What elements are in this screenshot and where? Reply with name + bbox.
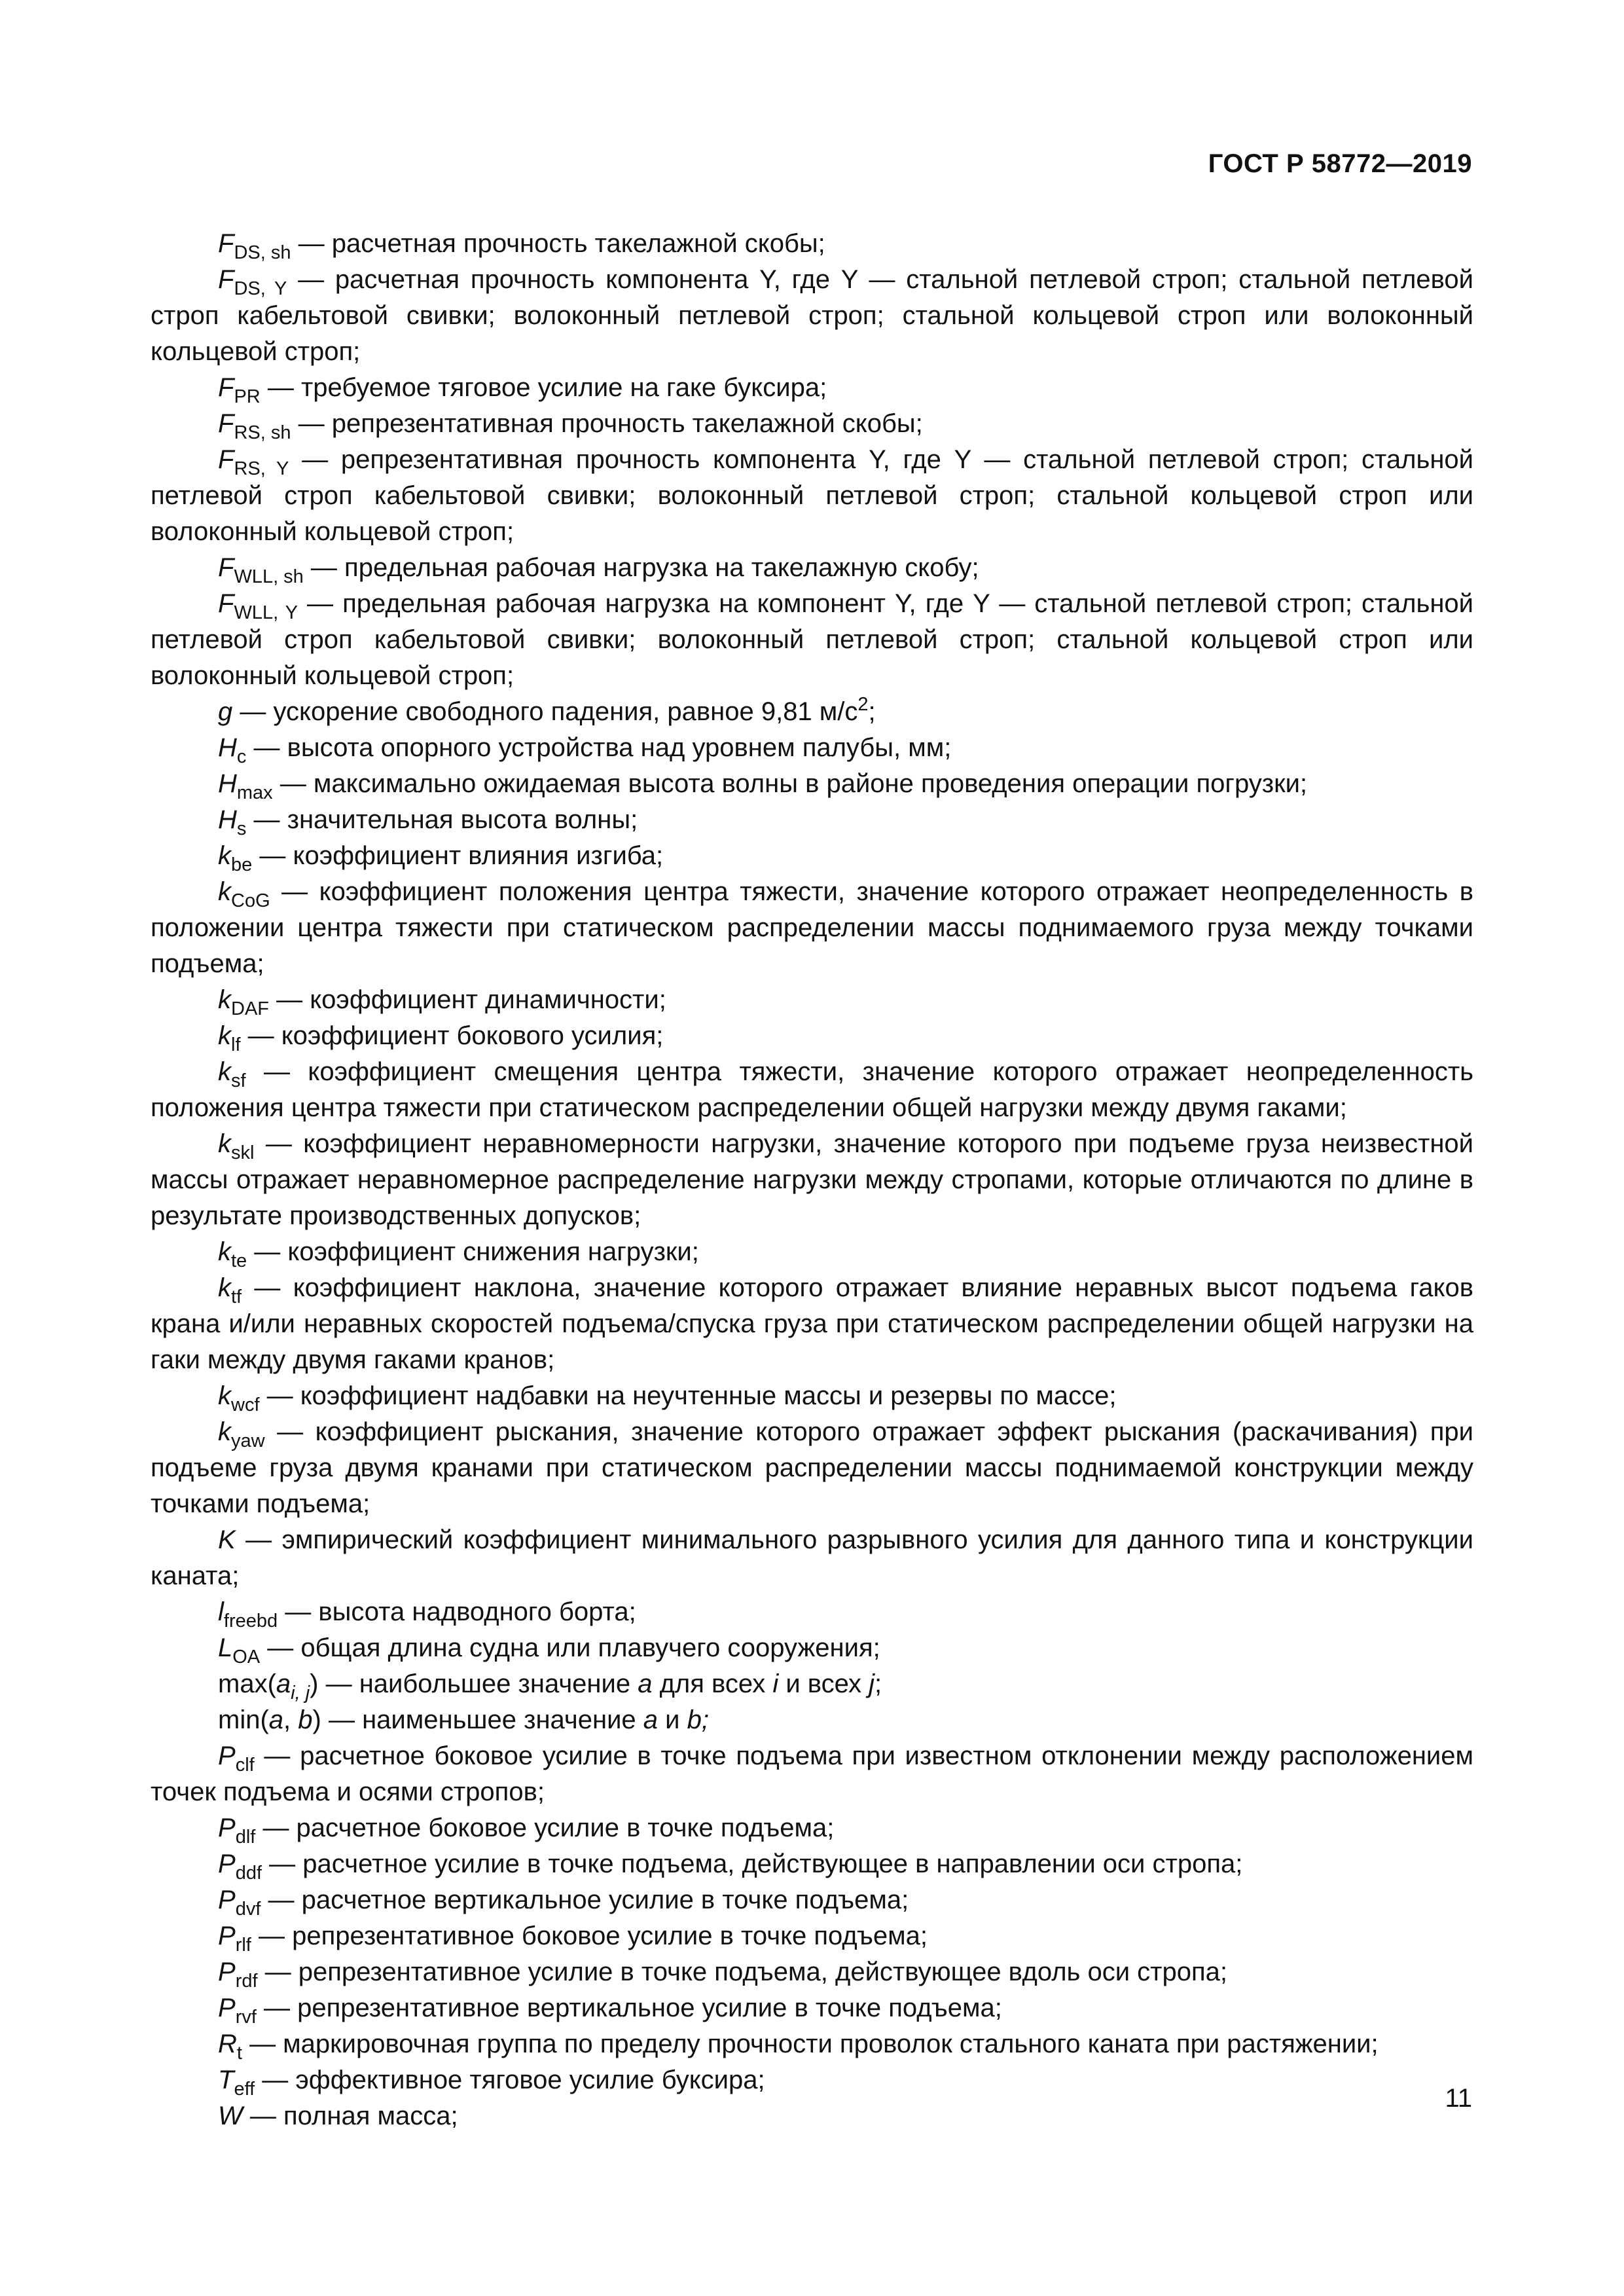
definition-item xyxy=(151,1738,1473,1810)
definition-item xyxy=(151,2098,1473,2134)
symbol-subscript: rdf xyxy=(235,1971,258,1992)
definition-item xyxy=(151,1522,1473,1594)
definition-item xyxy=(151,694,1473,730)
definition-text: — общая длина судна или плавучего сооружения; xyxy=(260,1633,880,1662)
symbol: F xyxy=(218,445,234,474)
document-header: ГОСТ Р 58772—2019 xyxy=(1208,149,1472,178)
definition-item xyxy=(151,1054,1473,1126)
definition-text: — высота надводного борта; xyxy=(278,1597,636,1626)
definition-text: — эффективное тяговое усилие буксира; xyxy=(255,2066,765,2094)
symbol: g xyxy=(218,697,233,726)
definition-text: — значительная высота волны; xyxy=(246,805,638,834)
symbol: k xyxy=(218,877,231,906)
definition-item xyxy=(151,226,1473,262)
max-prefix: max( xyxy=(218,1669,276,1698)
symbol: k xyxy=(218,1273,231,1302)
definition-item xyxy=(151,586,1473,694)
symbol: P xyxy=(218,1958,236,1986)
definition-text: — расчетное боковое усилие в точке подъема при известном отклонении между расположением точек подъема и осями стропов; xyxy=(151,1741,1473,1806)
symbol: P xyxy=(218,1886,236,1914)
symbol-subscript: ddf xyxy=(235,1863,262,1884)
symbol-subscript: DS, sh xyxy=(234,242,291,263)
symbol-subscript: WLL, Y xyxy=(234,602,298,623)
definition-text: — предельная рабочая нагрузка на компонент Y, где Y — стальной петлевой строп; стальной петлевой строп кабельтовой свивки; волоконный петлевой строп; стальной кольцевой строп или волоконный кольцевой строп; xyxy=(151,589,1474,690)
symbol-subscript: RS, sh xyxy=(234,422,291,443)
definition-item xyxy=(151,874,1473,982)
min-a: a xyxy=(268,1705,284,1734)
symbol-subscript: c xyxy=(236,746,247,767)
definition-text: — коэффициент положения центра тяжести, значение которого отражает неопределенность в положении центра тяжести при статическом распределении массы поднимаемого груза между точками подъема; xyxy=(151,877,1473,978)
symbol-subscript: CoG xyxy=(231,890,270,911)
symbol: P xyxy=(218,1922,236,1950)
symbol: W xyxy=(218,2102,243,2130)
definition-text: — коэффициент смещения центра тяжести, значение которого отражает неопределенность положения центра тяжести при статическом распределении общей нагрузки между двумя гаками; xyxy=(151,1057,1473,1122)
symbol-subscript: t xyxy=(236,2043,242,2064)
symbol: T xyxy=(218,2066,234,2094)
definition-item xyxy=(151,370,1473,406)
symbol-subscript: s xyxy=(236,818,247,839)
definition-item-min xyxy=(151,1702,1473,1738)
min-prefix: min( xyxy=(218,1705,269,1734)
symbol: P xyxy=(218,1741,236,1770)
symbol-subscript: OA xyxy=(232,1647,261,1667)
symbol: R xyxy=(218,2030,237,2058)
symbol: k xyxy=(218,1417,231,1446)
symbol-subscript: wcf xyxy=(231,1394,260,1415)
definitions-list xyxy=(151,226,1473,2134)
definition-item xyxy=(151,982,1473,1018)
symbol-subscript: eff xyxy=(234,2079,255,2100)
definition-text: — коэффициент динамичности; xyxy=(269,985,666,1014)
max-and-all: и всех xyxy=(778,1669,869,1698)
definition-item xyxy=(151,2062,1473,2098)
definition-text: — коэффициент снижения нагрузки; xyxy=(247,1237,699,1266)
symbol: H xyxy=(218,733,237,762)
definition-text: — репрезентативное усилие в точке подъема, действующее вдоль оси стропа; xyxy=(257,1958,1228,1986)
definition-item xyxy=(151,1630,1473,1666)
max-arg: a xyxy=(276,1669,291,1698)
symbol-subscript: rlf xyxy=(235,1935,251,1956)
max-end: ; xyxy=(874,1669,882,1698)
symbol: k xyxy=(218,841,231,870)
definition-text: — репрезентативная прочность такелажной скобы; xyxy=(291,409,923,438)
definition-text: — коэффициент влияния изгиба; xyxy=(252,841,664,870)
definition-text: — репрезентативное боковое усилие в точке подъема; xyxy=(251,1922,928,1950)
min-a2: a xyxy=(643,1705,659,1734)
definition-item xyxy=(151,1810,1473,1846)
definition-text: — эмпирический коэффициент минимального разрывного усилия для данного типа и конструкции каната; xyxy=(151,1525,1473,1590)
definition-text: — коэффициент надбавки на неучтенные массы и резервы по массе; xyxy=(259,1381,1117,1410)
symbol: K xyxy=(218,1525,236,1554)
definition-text-end: ; xyxy=(868,697,876,726)
min-b: b xyxy=(298,1705,313,1734)
symbol: F xyxy=(218,265,234,294)
symbol: k xyxy=(218,1021,231,1050)
symbol: H xyxy=(218,805,237,834)
symbol: L xyxy=(218,1633,233,1662)
symbol: F xyxy=(218,229,234,258)
definition-item xyxy=(151,1378,1473,1414)
symbol: k xyxy=(218,985,231,1014)
definition-item xyxy=(151,1918,1473,1954)
symbol-subscript: WLL, sh xyxy=(234,566,304,587)
symbol-subscript: max xyxy=(236,782,273,803)
definition-text: — расчетная прочность такелажной скобы; xyxy=(291,229,825,258)
definition-text: — максимально ожидаемая высота волны в районе проведения операции погрузки; xyxy=(272,769,1308,798)
min-b2: b; xyxy=(687,1705,709,1734)
max-text: ) — наибольшее значение xyxy=(310,1669,638,1698)
definition-text: — расчетная прочность компонента Y, где Y — стальной петлевой строп; стальной петлевой строп кабельтовой свивки; волоконный петлевой строп; стальной кольцевой строп или волоконный кольцевой строп; xyxy=(151,265,1473,366)
definition-text: — расчетное усилие в точке подъема, действующее в направлении оси стропа; xyxy=(262,1850,1243,1878)
symbol: P xyxy=(218,1994,236,2022)
symbol-subscript: be xyxy=(231,854,253,875)
symbol-subscript: rvf xyxy=(235,2007,257,2028)
symbol-subscript: sf xyxy=(231,1070,246,1091)
definition-item xyxy=(151,2026,1473,2062)
definition-item xyxy=(151,1990,1473,2026)
symbol-subscript: freebd xyxy=(223,1611,278,1631)
definition-item xyxy=(151,550,1473,586)
definition-item-max xyxy=(151,1666,1473,1702)
definition-text: — расчетное вертикальное усилие в точке подъема; xyxy=(261,1886,909,1914)
max-j: j xyxy=(869,1669,875,1698)
symbol: k xyxy=(218,1057,231,1086)
definition-text: — репрезентативное вертикальное усилие в точке подъема; xyxy=(256,1994,1002,2022)
symbol-subscript: dlf xyxy=(235,1827,256,1848)
symbol-subscript: te xyxy=(231,1250,247,1271)
definition-text: — расчетное боковое усилие в точке подъема; xyxy=(255,1813,835,1842)
symbol-subscript: clf xyxy=(235,1755,255,1776)
definition-text: — маркировочная группа по пределу прочности проволок стального каната при растяжении; xyxy=(242,2030,1379,2058)
symbol: l xyxy=(218,1597,224,1626)
symbol: P xyxy=(218,1813,236,1842)
symbol-subscript: RS, Y xyxy=(234,458,289,479)
definition-item xyxy=(151,838,1473,874)
min-text: ) — наименьшее значение xyxy=(312,1705,643,1734)
max-i: i xyxy=(772,1669,779,1698)
symbol-subscript: yaw xyxy=(231,1430,265,1451)
definition-text: — высота опорного устройства над уровнем палубы, мм; xyxy=(246,733,952,762)
symbol: F xyxy=(218,553,234,582)
max-for-all: для всех xyxy=(652,1669,773,1698)
definition-text: — коэффициент наклона, значение которого отражает влияние неравных высот подъема гаков крана и/или неравных скоростей подъема/спуска груза при статическом распределении общей нагрузки на гаки между двумя гаками кранов; xyxy=(151,1273,1473,1374)
symbol: F xyxy=(218,409,234,438)
definition-item xyxy=(151,406,1473,442)
definition-item xyxy=(151,766,1473,802)
definition-item xyxy=(151,1234,1473,1270)
definition-text: — полная масса; xyxy=(242,2102,458,2130)
definition-item xyxy=(151,442,1473,550)
definition-item xyxy=(151,1882,1473,1918)
symbol: k xyxy=(218,1381,231,1410)
max-arg-subscript: i, j xyxy=(291,1683,310,1704)
definition-text: — ускорение свободного падения, равное 9,81 м/с xyxy=(232,697,858,726)
page-number: 11 xyxy=(1445,2084,1472,2113)
definition-item xyxy=(151,262,1473,370)
symbol: F xyxy=(218,589,234,618)
definition-item xyxy=(151,730,1473,766)
definition-item xyxy=(151,1414,1473,1522)
max-a: a xyxy=(638,1669,653,1698)
symbol-subscript: skl xyxy=(231,1142,255,1163)
min-and: и xyxy=(658,1705,687,1734)
definition-item xyxy=(151,1018,1473,1054)
superscript: 2 xyxy=(857,694,869,715)
symbol: k xyxy=(218,1129,231,1158)
symbol: P xyxy=(218,1850,236,1878)
symbol: k xyxy=(218,1237,231,1266)
symbol-subscript: PR xyxy=(234,386,261,407)
definition-text: — репрезентативная прочность компонента Y, где Y — стальной петлевой строп; стальной петлевой строп кабельтовой свивки; волоконный петлевой строп; стальной кольцевой строп или волоконный кольцевой строп; xyxy=(151,445,1474,546)
definition-text: — коэффициент бокового усилия; xyxy=(240,1021,664,1050)
definition-item xyxy=(151,1270,1473,1378)
definition-item xyxy=(151,1126,1473,1234)
symbol-subscript: DAF xyxy=(231,998,269,1019)
definition-item xyxy=(151,1954,1473,1990)
definition-item xyxy=(151,802,1473,838)
definition-text: — требуемое тяговое усилие на гаке буксира; xyxy=(260,373,827,402)
definition-text: — предельная рабочая нагрузка на такелажную скобу; xyxy=(303,553,979,582)
definition-item xyxy=(151,1594,1473,1630)
symbol: H xyxy=(218,769,237,798)
symbol-subscript: DS, Y xyxy=(234,278,287,299)
min-comma: , xyxy=(283,1705,298,1734)
symbol: F xyxy=(218,373,234,402)
definition-text: — коэффициент неравномерности нагрузки, значение которого при подъеме груза неизвестной массы отражает неравномерное распределение нагрузки между стропами, которые отличаются по длине в результате производственных допусков; xyxy=(151,1129,1473,1230)
definition-text: — коэффициент рыскания, значение которого отражает эффект рыскания (раскачивания) при подъеме груза двумя кранами при статическом распределении массы поднимаемой конструкции между точками подъема; xyxy=(151,1417,1473,1518)
symbol-subscript: lf xyxy=(231,1034,241,1055)
symbol-subscript: dvf xyxy=(235,1899,261,1920)
definition-item xyxy=(151,1846,1473,1882)
symbol-subscript: tf xyxy=(231,1286,242,1307)
